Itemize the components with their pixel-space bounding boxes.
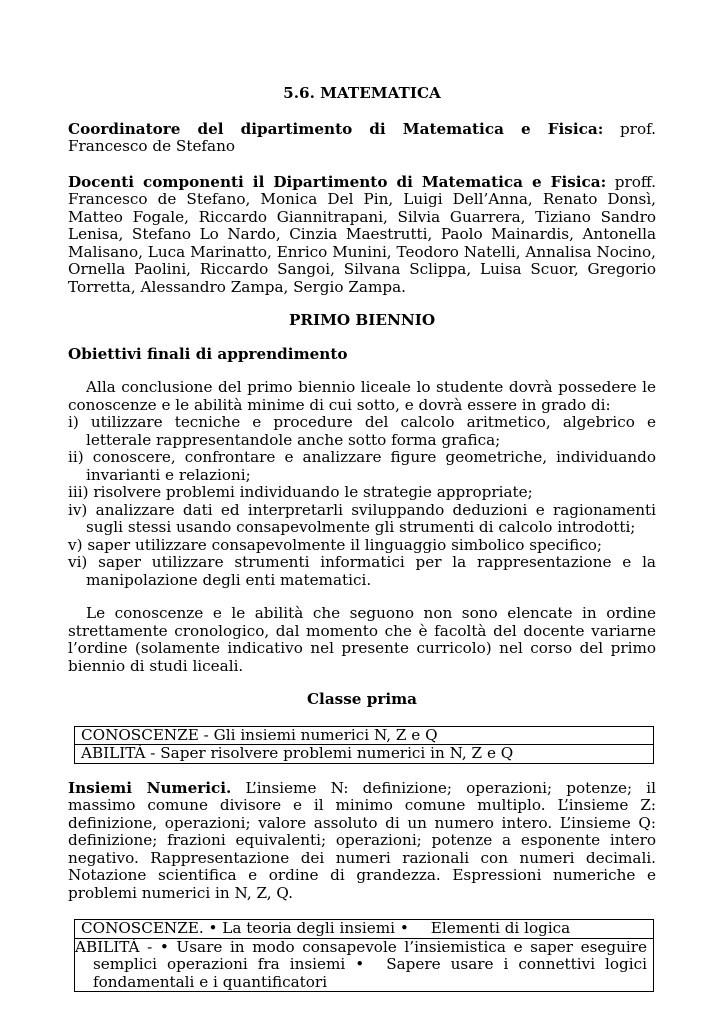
members-list: proff. Francesco de Stefano, Monica Del Pin, Luigi Dell’Anna, Renato Donsì, Matteo Fogale, Riccardo Giannitrapani, Silvia Guarrera, Tiziano Sandro Lenisa, Stefano Lo Nardo, Cinzia Maestrutti, Paolo Mainardis, Antonella Malisano, Luca Marinatto, Enrico Munini, Teodoro Natelli, Annalisa Nocino, Ornella Paolini, Riccardo Sangoi, Silvana Sclippa, Luisa Scuor, Gregorio Torretta, Alessandro Zampa, Sergio Zampa. [68, 172, 657, 296]
abilita-cell: ABILITÀ - Saper risolvere problemi numerici in N, Z e Q [75, 745, 654, 764]
objective-item: v) saper utilizzare consapevolmente il linguaggio simbolico specifico; [68, 535, 602, 554]
objectives-heading: Obiettivi finali di apprendimento [68, 344, 348, 363]
objective-item: ii) conoscere, confrontare e analizzare figure geometriche, individuando invarianti e relazioni; [68, 448, 656, 484]
objective-item: vi) saper utilizzare strumenti informatici per la rappresentazione e la manipolazione degli enti matematici. [68, 553, 656, 589]
coordinator-paragraph [68, 121, 656, 156]
abilita-cell: ABILITÀ - • Usare in modo consapevole l’insiemistica e saper eseguire semplici operazioni fra insiemi • Sapere usare i connettivi logici fondamentali e i quantificatori [75, 938, 654, 992]
coordinator-label: Coordinatore del dipartimento di Matematica e Fisica: [68, 119, 604, 138]
insiemi-text: L’insieme N: definizione; operazioni; potenze; il massimo comune divisore e il minimo comune multiplo. L’insieme Z: definizione, operazioni; valore assoluto di un numero intero. L’insieme Q: definizione; frazioni equivalenti; operazioni; potenze a esponente intero negativo. Rappresentazione dei numeri razionali con numeri decimali. Notazione scientifica e ordine di grandezza. Espressioni numeriche e problemi numerici in N, Z, Q. [68, 778, 656, 902]
class-heading: Classe prima [306, 690, 418, 708]
knowledge-table-2 [74, 919, 654, 992]
coordinator-name: prof. Francesco de Stefano [68, 119, 656, 155]
conoscenze-cell: CONOSCENZE. • La teoria degli insiemi • Elementi di logica [75, 920, 654, 939]
objectives-intro: Alla conclusione del primo biennio liceale lo studente dovrà possedere le conoscenze e le abilità minime di cui sotto, e dovrà essere in grado di: [68, 378, 656, 414]
members-paragraph [68, 174, 656, 297]
members-label: Docenti componenti il Dipartimento di Matematica e Fisica: [68, 172, 607, 191]
objective-item: i) utilizzare tecniche e procedure del calcolo aritmetico, algebrico e letterale rappresentandole anche sotto forma grafica; [68, 413, 656, 449]
insiemi-label: Insiemi Numerici. [68, 778, 232, 797]
objective-item: iii) risolvere problemi individuando le strategie appropriate; [68, 483, 533, 501]
section-title: 5.6. MATEMATICA [283, 84, 441, 102]
objective-item: iv) analizzare dati ed interpretarli sviluppando deduzioni e ragionamenti sugli stessi usando consapevolmente gli strumenti di calcolo introdotti; [68, 500, 656, 536]
biennio-heading: PRIMO BIENNIO [288, 311, 436, 329]
knowledge-table-1 [74, 726, 654, 764]
objectives-list [68, 414, 656, 589]
conoscenze-cell: CONOSCENZE - Gli insiemi numerici N, Z e Q [75, 726, 654, 745]
insiemi-paragraph [68, 780, 656, 903]
order-note: Le conoscenze e le abilità che seguono non sono elencate in ordine strettamente cronologico, dal momento che è facoltà del docente variarne l’ordine (solamente indicativo nel presente curricolo) nel corso del primo biennio di studi liceali. [68, 604, 656, 675]
document-page [68, 85, 656, 992]
